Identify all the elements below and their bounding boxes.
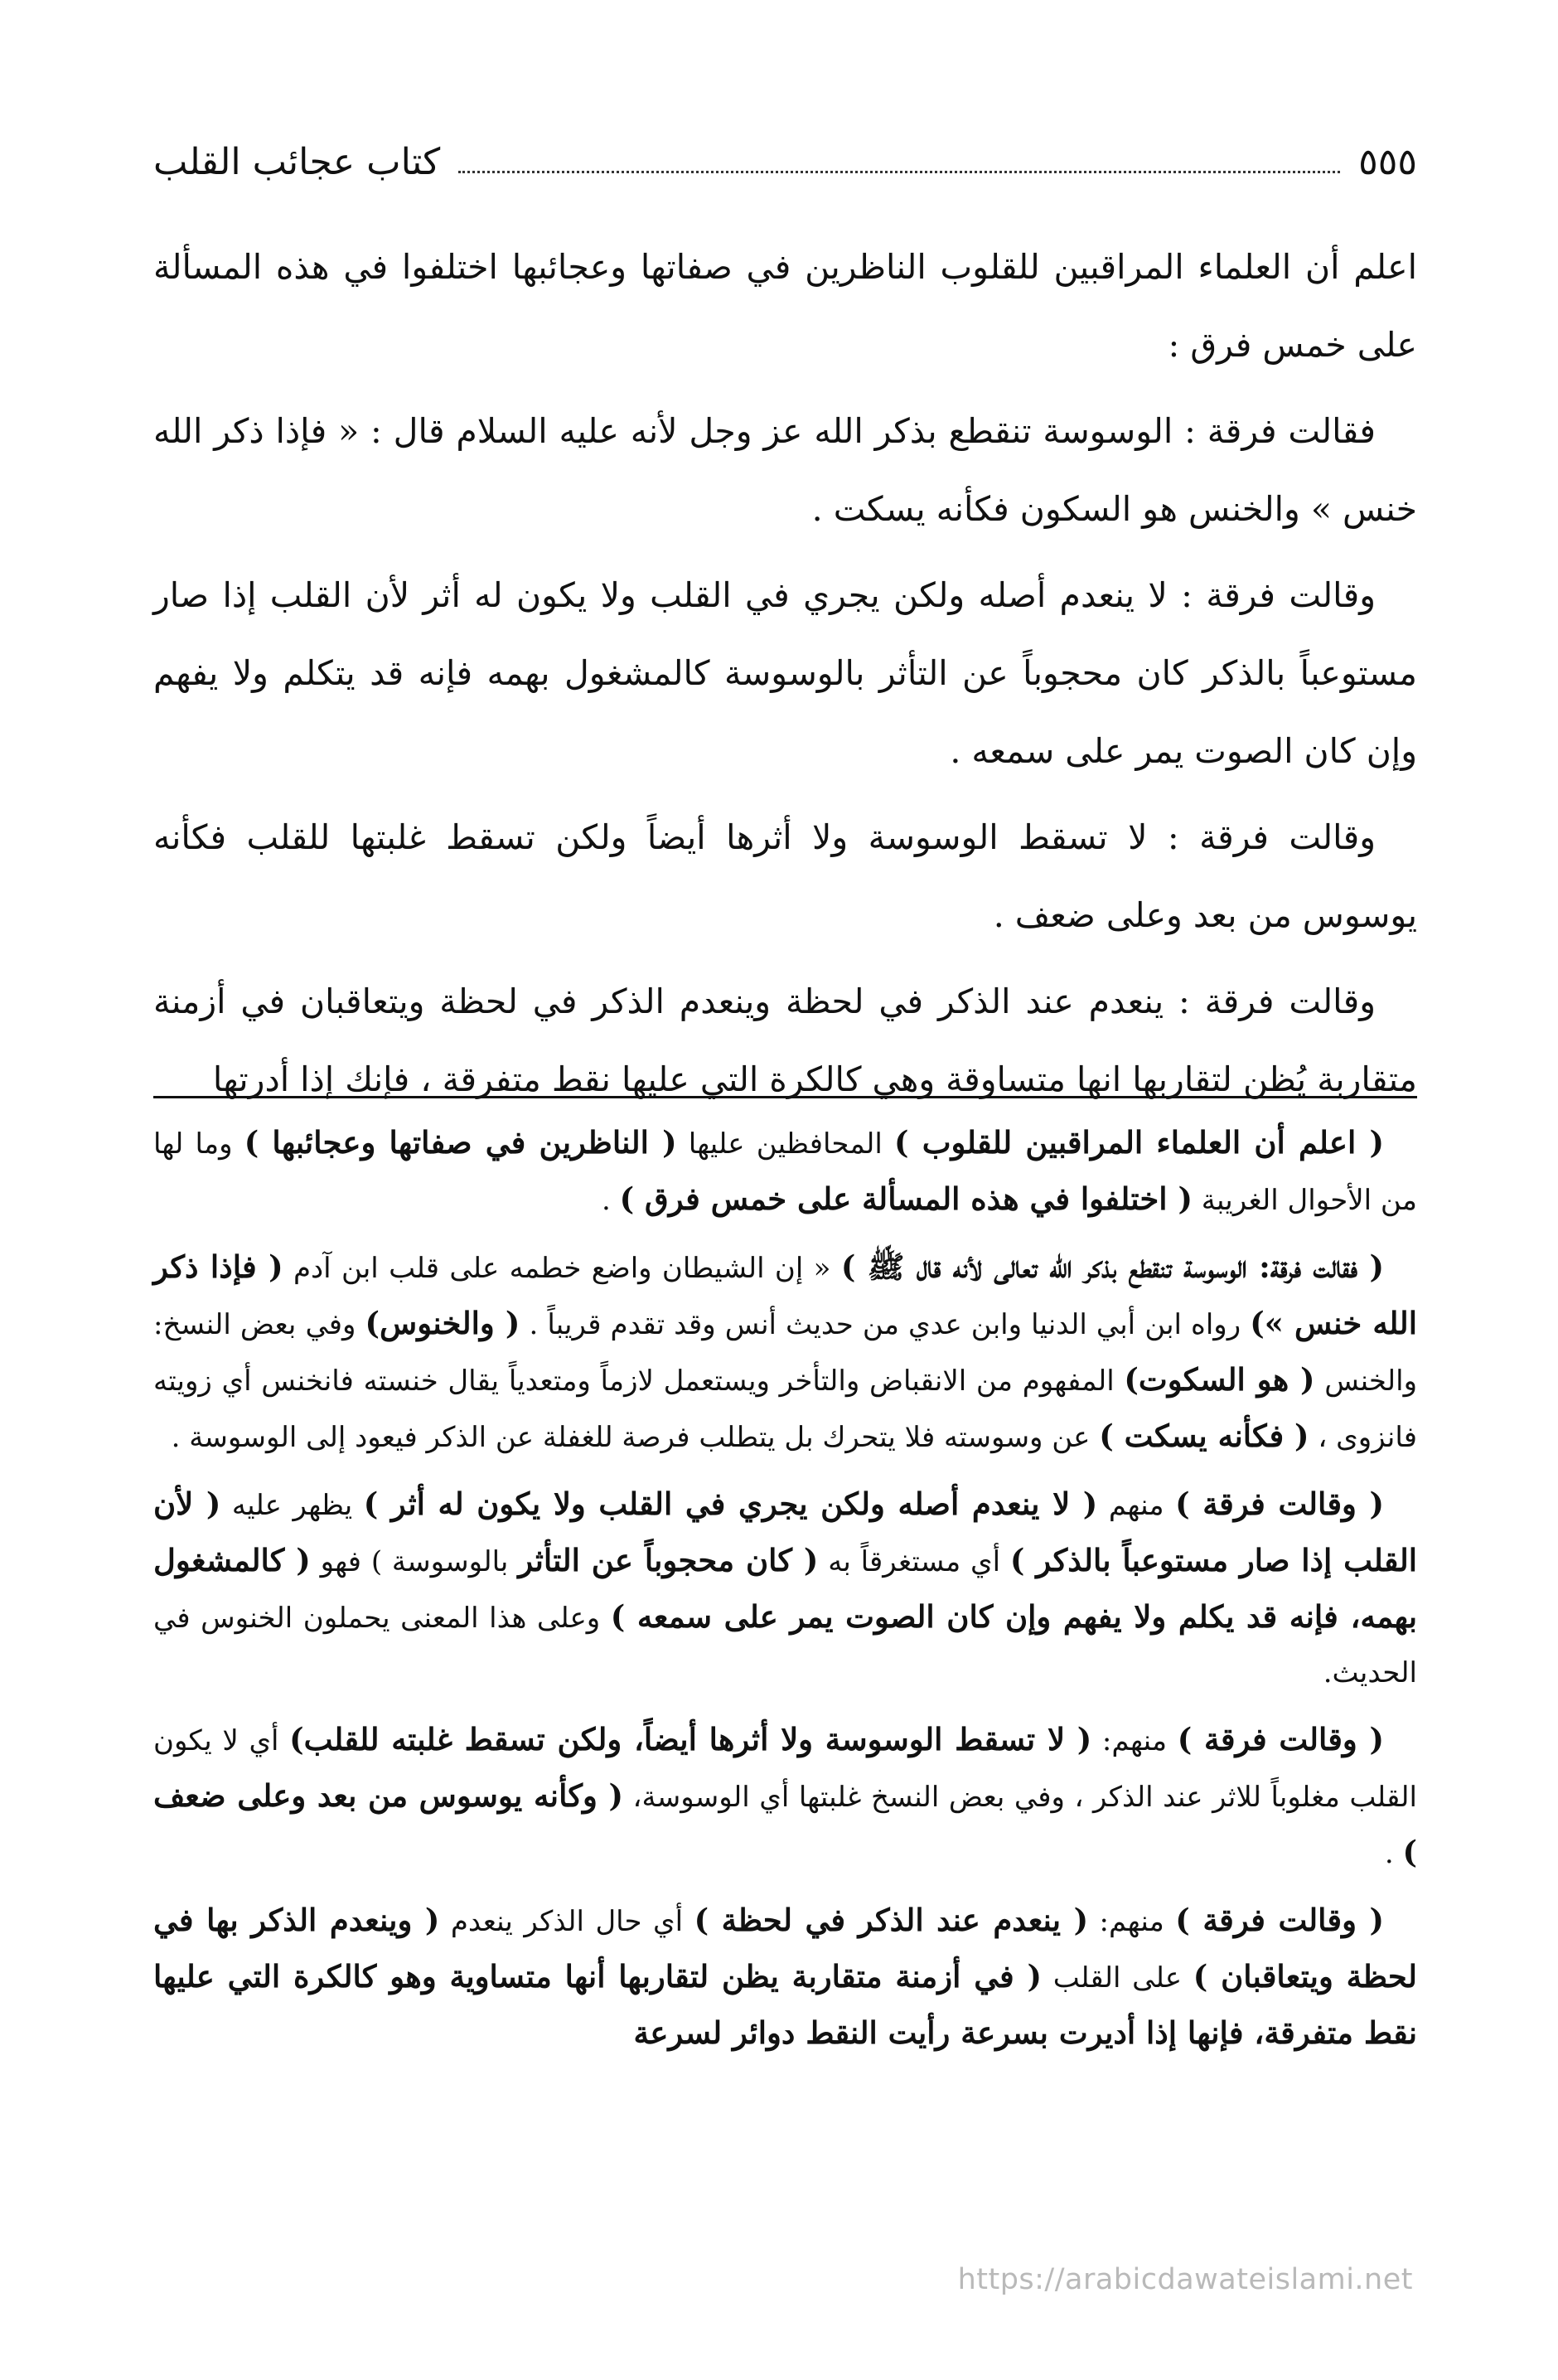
quoted-text: ( اعلم أن العلماء المراقبين للقلوب ) [893, 1124, 1384, 1161]
quoted-text: ( والخنوس) [365, 1305, 520, 1341]
quoted-text: ( لأن القلب إذا صار مستوعباً بالذكر ) [153, 1486, 1418, 1578]
quoted-text: ( فإذا ذكر الله خنس ») [153, 1248, 1417, 1341]
main-paragraph: اعلم أن العلماء المراقبين للقلوب الناظرين في صفاتها وعجائبها اختلفوا في هذه المسألة على خمس فرق : [153, 247, 1417, 365]
quoted-text: ( اختلفوا في هذه المسألة على خمس فرق ) [619, 1180, 1193, 1217]
commentary-paragraph [153, 1893, 1417, 2062]
main-text [153, 228, 1417, 1127]
quoted-text: ( هو السكوت) [1124, 1361, 1315, 1398]
commentary-text: « إن الشيطان واضع خطمه على قلب ابن آدم [283, 1252, 841, 1285]
quoted-text: ( فقالت فرقة: الوسوسة تنقطع بذكر الله تعالى لأنه قال ﷺ ) [840, 1248, 1384, 1285]
quoted-text: ( لا تسقط الوسوسة ولا أثرها أيضاً، ولكن تسقط غلبته للقلب) [289, 1721, 1092, 1757]
main-paragraph: فقالت فرقة : الوسوسة تنقطع بذكر الله عز وجل لأنه عليه السلام قال : « فإذا ذكر الله خنس » والخنس هو السكون فكأنه يسكت . [153, 411, 1417, 529]
commentary-paragraph [153, 1476, 1417, 1700]
website-watermark: https://arabicdawateislami.net [957, 2263, 1413, 2296]
commentary-text: يظهر عليه [220, 1489, 364, 1522]
commentary-text: منهم [1097, 1489, 1176, 1522]
quoted-text: ( وقالت فرقة ) [1175, 1486, 1384, 1522]
commentary-text: منهم: [1091, 1724, 1178, 1757]
quoted-text: ( كان محجوباً عن التأثر [518, 1542, 819, 1578]
commentary-text: منهم: [1088, 1905, 1176, 1938]
commentary [153, 1115, 1417, 2073]
commentary-text: . [1384, 1837, 1403, 1870]
main-paragraph: وقالت فرقة : لا ينعدم أصله ولكن يجري في القلب ولا يكون له أثر لأن القلب إذا صار مستوعباً بالذكر كان محجوباً عن التأثر بالوسوسة كالمشغول بهمه فإنه قد يتكلم ولا يفهم وإن كان الصوت يمر على سمعه . [153, 575, 1417, 771]
book-page [153, 124, 1417, 2280]
page-header [153, 124, 1417, 199]
commentary-paragraph [153, 1712, 1417, 1881]
quoted-text: ( فكأنه يسكت ) [1099, 1418, 1309, 1454]
commentary-text: أي لا يكون القلب مغلوباً للاثر عند الذكر ، وفي بعض النسخ غلبتها أي الوسوسة، [153, 1724, 1417, 1814]
quoted-text: ( ينعدم عند الذكر في لحظة ) [694, 1902, 1089, 1938]
commentary-paragraph [153, 1239, 1417, 1465]
quoted-text: ( وقالت فرقة ) [1177, 1721, 1385, 1757]
quoted-text: ( وقالت فرقة ) [1175, 1902, 1384, 1938]
quoted-text: ( الناظرين في صفاتها وعجائبها ) [244, 1124, 677, 1161]
main-paragraph: وقالت فرقة : ينعدم عند الذكر في لحظة وينعدم الذكر في لحظة ويتعاقبان في أزمنة متقاربة يُظن لتقاربها انها متساوقة وهي كالكرة التي عليها نقط متفرقة ، فإنك إذا أدرتها [153, 982, 1417, 1099]
quoted-text: ( لا ينعدم أصله ولكن يجري في القلب ولا يكون له أثر ) [363, 1486, 1098, 1522]
commentary-text: بالوسوسة ) فهو [310, 1545, 519, 1578]
commentary-text: . [602, 1184, 620, 1217]
commentary-text: عن وسوسته فلا يتحرك بل يتطلب فرصة للغفلة عن الذكر فيعود إلى الوسوسة . [171, 1421, 1100, 1454]
quoted-text: ( كالمشغول بهمه، فإنه قد يكلم ولا يفهم وإن كان الصوت يمر على سمعه ) [153, 1542, 1417, 1635]
commentary-text: وفي بعض النسخ: والخنس [153, 1308, 1418, 1398]
book-title: كتاب عجائب القلب [153, 140, 441, 183]
footnote-separator [153, 1096, 1417, 1098]
commentary-text: المفهوم من الانقباض والتأخر ويستعمل لازماً ومتعدياً يقال خنسته فانخنس أي زويته فانزوى ، [153, 1365, 1417, 1454]
commentary-text: على القلب [1042, 1961, 1193, 1995]
commentary-text: وعلى هذا المعنى يحملون الخنوس في الحديث. [153, 1602, 1417, 1689]
dotted-leader [458, 171, 1340, 173]
commentary-paragraph [153, 1115, 1417, 1228]
commentary-text: المحافظين عليها [676, 1127, 894, 1161]
page-number: ٥٥٥ [1358, 140, 1417, 183]
quoted-text: ( في أزمنة متقاربة يظن لتقاربها أنها متساوية وهو كالكرة التي عليها نقط متفرقة، فإنها إذا أديرت بسرعة رأيت النقط دوائر لسرعة [153, 1958, 1417, 2051]
main-paragraph: وقالت فرقة : لا تسقط الوسوسة ولا أثرها أيضاً ولكن تسقط غلبتها للقلب فكأنه يوسوس من بعد وعلى ضعف . [153, 817, 1417, 935]
commentary-text: أي مستغرقاً به [818, 1545, 1010, 1578]
quoted-text: ( وكأنه يوسوس من بعد وعلى ضعف ) [153, 1777, 1417, 1870]
commentary-text: وما لها من الأحوال الغريبة [153, 1127, 1417, 1217]
quoted-text: ( وينعدم الذكر بها في لحظة ويتعاقبان ) [153, 1902, 1417, 1995]
commentary-text: رواه ابن أبي الدنيا وابن عدي من حديث أنس وقد تقدم قريباً . [520, 1308, 1251, 1341]
commentary-text: أي حال الذكر ينعدم [439, 1905, 694, 1938]
